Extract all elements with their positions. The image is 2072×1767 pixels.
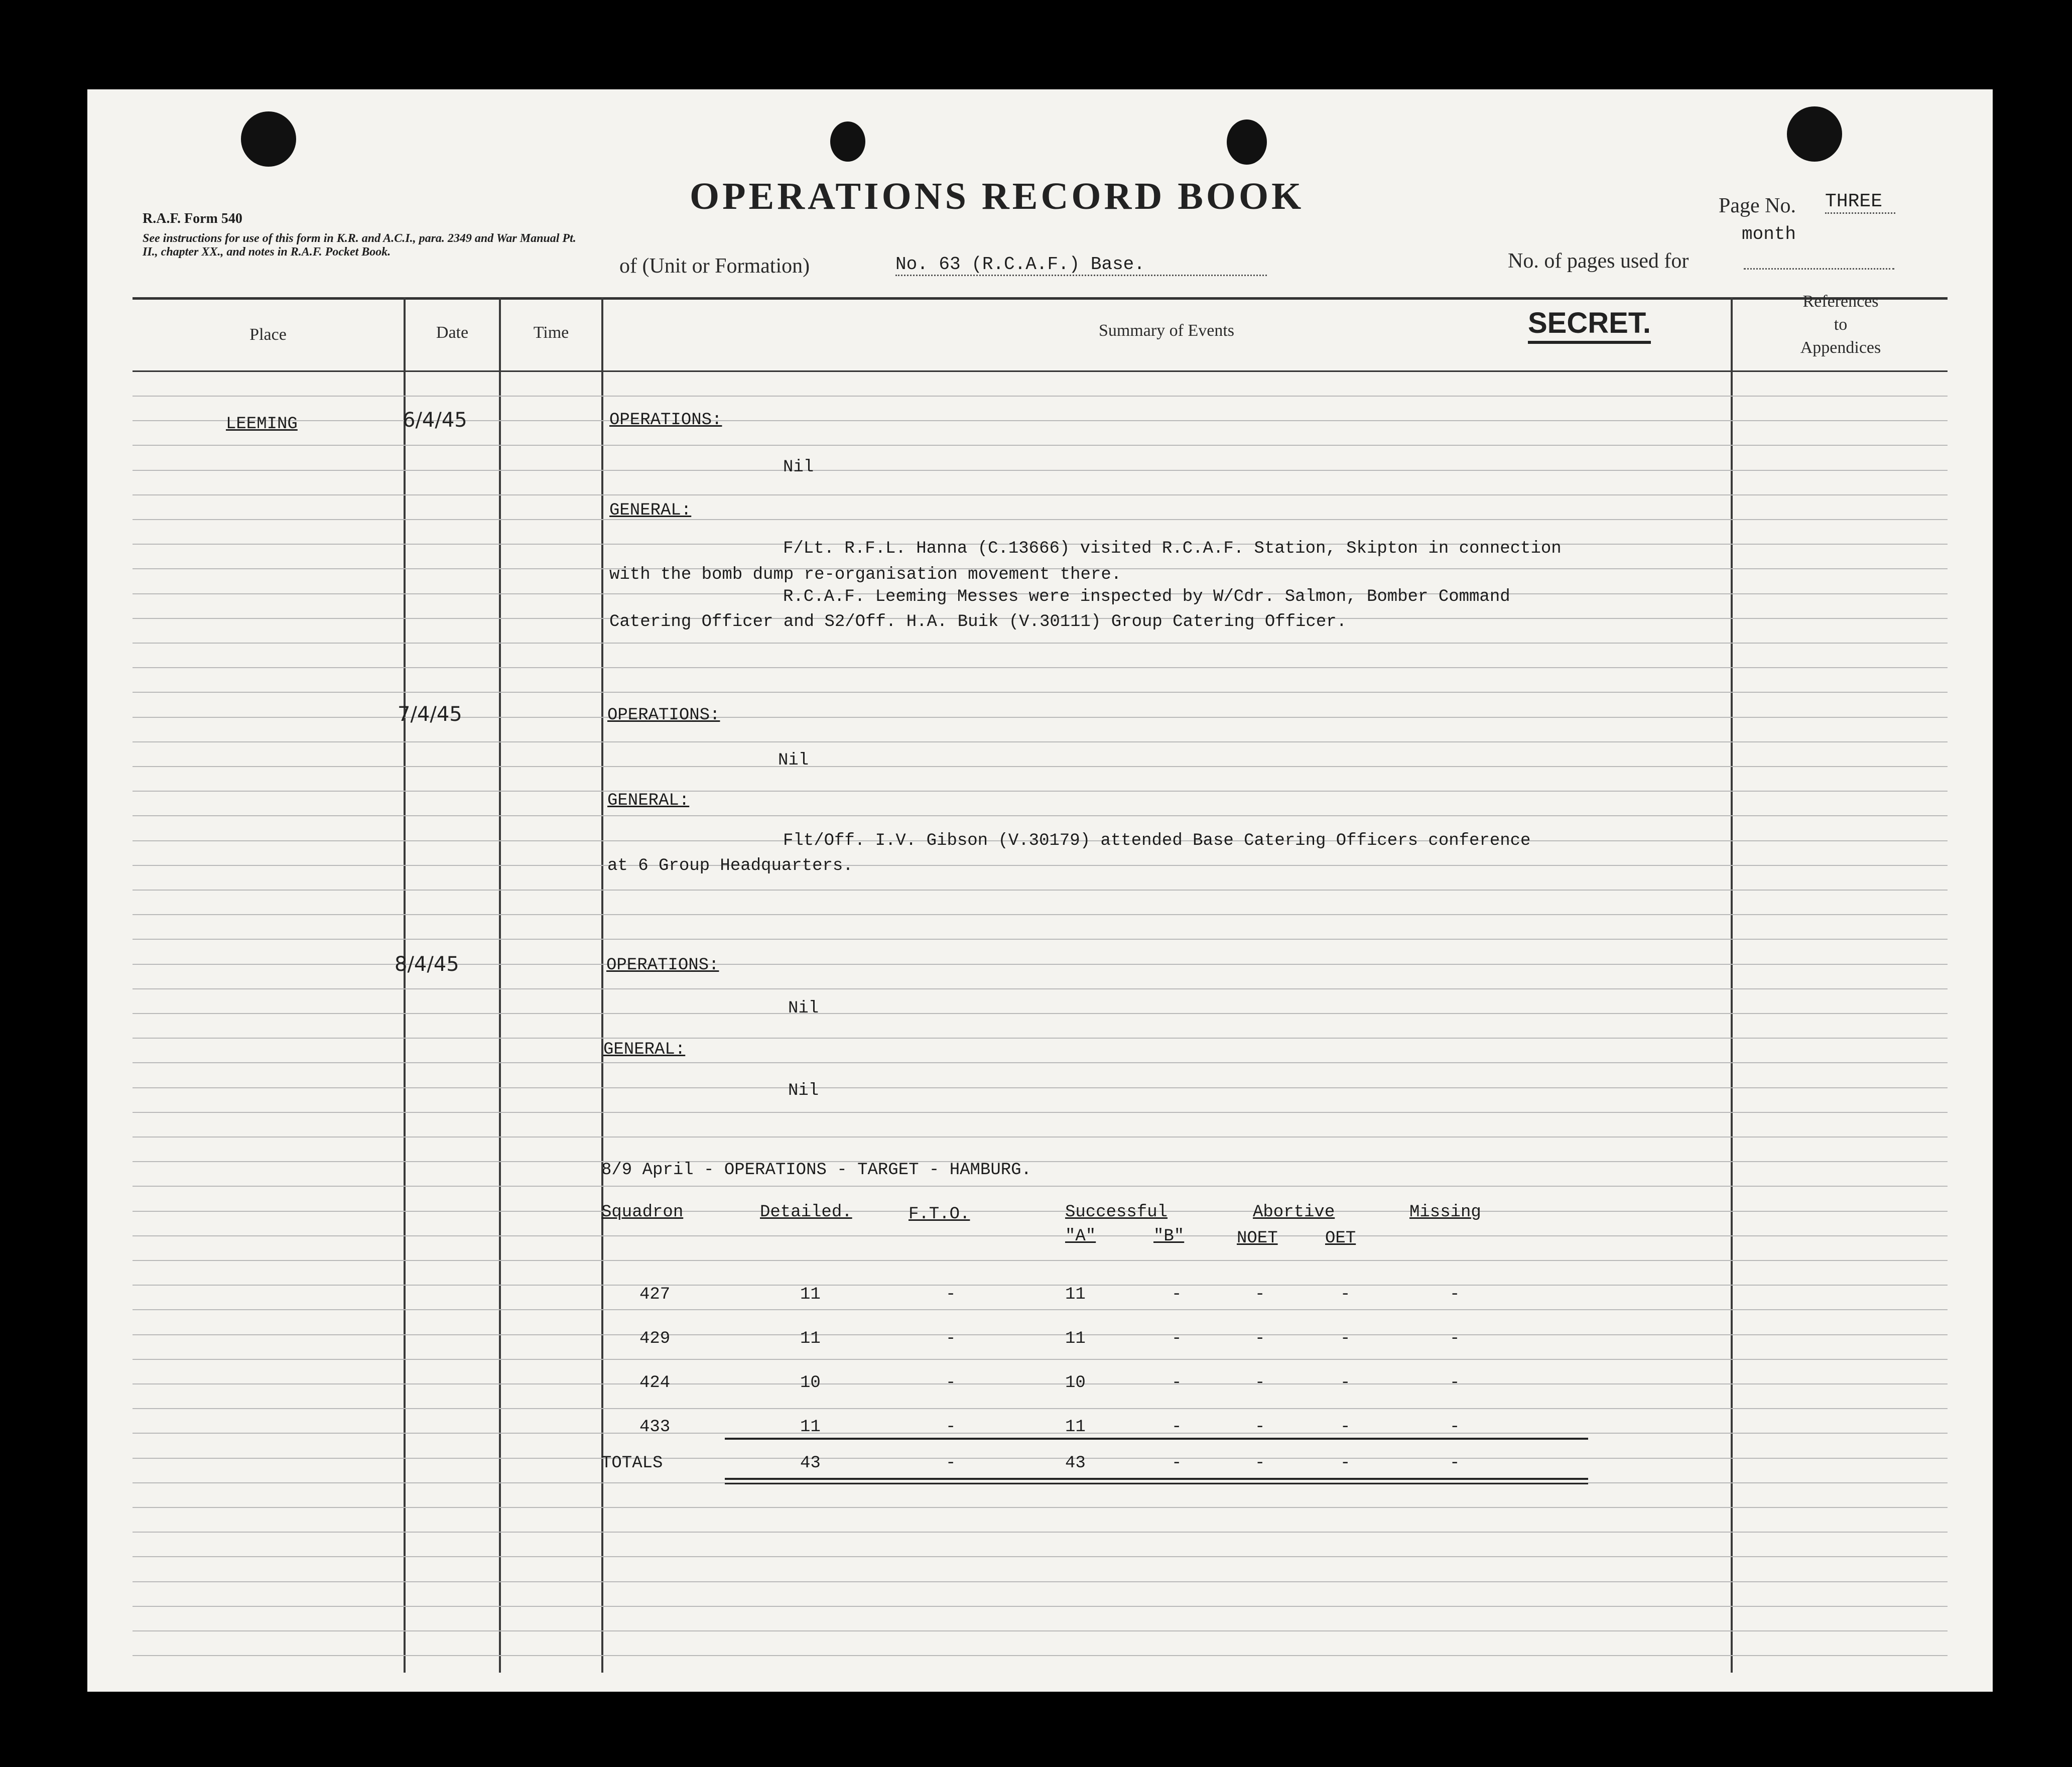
raid-cell-noet: - [1255, 1329, 1265, 1348]
d1-general-line-1: F/Lt. R.F.L. Hanna (C.13666) visited R.C.A.F. Station, Skipton in connection [783, 539, 1562, 558]
record-sheet [87, 89, 1993, 1692]
raid-total-a: 43 [1065, 1454, 1086, 1473]
raid-cell-det: 11 [800, 1329, 821, 1348]
page-title: OPERATIONS RECORD BOOK [690, 175, 1305, 217]
raid-total-missing: - [1450, 1454, 1460, 1473]
col-header-time: Time [533, 323, 569, 342]
ruled-line [133, 1433, 1948, 1434]
raid-cell-fto: - [946, 1418, 956, 1437]
ruled-line [133, 1606, 1948, 1607]
ruled-line [133, 1655, 1948, 1656]
ruled-line [133, 1112, 1948, 1113]
raid-header-b: "B" [1153, 1227, 1185, 1246]
ruled-line [133, 890, 1948, 891]
ruled-line [133, 1309, 1948, 1310]
raid-cell-b: - [1172, 1373, 1182, 1393]
ruled-line [133, 939, 1948, 940]
raid-header-oet: OET [1325, 1229, 1356, 1248]
ruled-line [133, 1235, 1948, 1236]
raid-header-abortive: Abortive [1253, 1203, 1335, 1222]
ruled-line [133, 445, 1948, 446]
ruled-line [133, 766, 1948, 767]
ruled-line [133, 470, 1948, 471]
date-6-4-45: 6/4/45 [403, 409, 467, 432]
ruled-line [133, 914, 1948, 915]
ruled-line [133, 1260, 1948, 1261]
d3-general-heading: GENERAL: [603, 1040, 686, 1059]
raid-cell-missing: - [1450, 1418, 1460, 1437]
col-header-summary: Summary of Events [1098, 321, 1235, 340]
ruled-line [133, 643, 1948, 644]
raid-cell-a: 10 [1065, 1373, 1086, 1393]
d1-general-line-3: R.C.A.F. Leeming Messes were inspected by W/Cdr. Salmon, Bomber Command [783, 587, 1510, 606]
d2-operations-nil: Nil [778, 751, 809, 770]
col-header-refs-2: to [1834, 315, 1848, 334]
raid-cell-missing: - [1450, 1373, 1460, 1393]
d1-operations-nil: Nil [783, 458, 814, 477]
ruled-line [133, 791, 1948, 792]
pages-used-dotline [1744, 268, 1894, 270]
d2-general-line-2: at 6 Group Headquarters. [607, 856, 853, 875]
col-header-date: Date [436, 323, 469, 342]
raid-header-fto: F.T.O. [909, 1205, 970, 1224]
raid-total-oet: - [1340, 1454, 1351, 1473]
d1-general-line-4: Catering Officer and S2/Off. H.A. Buik (V.30111) Group Catering Officer. [609, 612, 1347, 632]
d2-general-heading: GENERAL: [607, 791, 690, 810]
ruled-line [133, 1581, 1948, 1582]
ruled-line [133, 667, 1948, 668]
col-header-place: Place [249, 325, 287, 344]
form-instructions: See instructions for use of this form in K.R. and A.C.I., para. 2349 and War Manual Pt. II., chapter XX., and notes in R.A.F. Pocket Book. [143, 232, 576, 259]
ruled-line [133, 494, 1948, 495]
d3-operations-heading: OPERATIONS: [606, 956, 719, 975]
raid-cell-sq: 429 [639, 1329, 671, 1348]
ruled-line [133, 815, 1948, 816]
pages-used-value: month [1742, 224, 1796, 244]
raid-cell-missing: - [1450, 1285, 1460, 1304]
raid-cell-noet: - [1255, 1285, 1265, 1304]
punch-hole-left [241, 111, 296, 167]
d1-operations-heading: OPERATIONS: [609, 411, 722, 430]
raid-cell-missing: - [1450, 1329, 1460, 1348]
raid-cell-sq: 424 [639, 1373, 671, 1393]
raid-cell-a: 11 [1065, 1285, 1086, 1304]
punch-hole-mid-right [1227, 119, 1267, 165]
totals-rule-bottom [725, 1478, 1588, 1480]
page-value: THREE [1825, 191, 1895, 214]
ruled-line [133, 1285, 1948, 1286]
raid-cell-det: 11 [800, 1418, 821, 1437]
d2-general-line-1: Flt/Off. I.V. Gibson (V.30179) attended Base Catering Officers conference [783, 831, 1531, 850]
ruled-line [133, 396, 1948, 397]
page-label: Page No. [1719, 194, 1796, 217]
raid-header-a: "A" [1065, 1227, 1096, 1246]
raid-cell-noet: - [1255, 1373, 1265, 1393]
raid-cell-fto: - [946, 1373, 956, 1393]
ruled-line [133, 1186, 1948, 1187]
ruled-line [133, 692, 1948, 693]
raid-cell-det: 11 [800, 1285, 821, 1304]
ruled-line [133, 1161, 1948, 1162]
ruled-line [133, 1630, 1948, 1631]
raid-cell-fto: - [946, 1285, 956, 1304]
raid-cell-b: - [1172, 1418, 1182, 1437]
raid-header-missing: Missing [1409, 1203, 1481, 1222]
ruled-line [133, 1013, 1948, 1014]
unit-label: of (Unit or Formation) [619, 255, 810, 278]
col-header-refs-1: References [1802, 292, 1879, 311]
d1-general-heading: GENERAL: [609, 501, 692, 520]
date-8-4-45: 8/4/45 [395, 953, 459, 976]
raid-cell-a: 11 [1065, 1329, 1086, 1348]
raid-header-successful: Successful [1065, 1203, 1168, 1222]
ruled-line [133, 1038, 1948, 1039]
ruled-line [133, 1137, 1948, 1138]
ruled-line [133, 988, 1948, 989]
ruled-line [133, 1458, 1948, 1459]
date-7-4-45: 7/4/45 [398, 703, 462, 726]
raid-header-squadron: Squadron [601, 1203, 684, 1222]
ruled-line [133, 1408, 1948, 1409]
raid-total-noet: - [1255, 1454, 1265, 1473]
raid-cell-oet: - [1340, 1285, 1351, 1304]
ruled-line [133, 1087, 1948, 1088]
raid-cell-b: - [1172, 1285, 1182, 1304]
raid-total-label: TOTALS [601, 1454, 663, 1473]
ruled-line [133, 1334, 1948, 1335]
secret-stamp: SECRET. [1528, 306, 1651, 344]
raid-title: 8/9 April - OPERATIONS - TARGET - HAMBURG. [601, 1161, 1031, 1180]
ruled-line [133, 1556, 1948, 1557]
raid-header-detailed: Detailed. [760, 1203, 852, 1222]
raid-header-noet: NOET [1237, 1229, 1278, 1248]
raid-cell-oet: - [1340, 1373, 1351, 1393]
raid-cell-det: 10 [800, 1373, 821, 1393]
ruled-line [133, 1383, 1948, 1384]
col-rule-4 [1731, 297, 1733, 1673]
d1-general-line-2: with the bomb dump re-organisation movement there. [609, 565, 1122, 584]
raid-total-b: - [1172, 1454, 1182, 1473]
form-number: R.A.F. Form 540 [143, 211, 242, 226]
pages-used-label: No. of pages used for [1508, 249, 1689, 273]
ruled-line [133, 1532, 1948, 1533]
ruled-line [133, 1359, 1948, 1360]
raid-total-det: 43 [800, 1454, 821, 1473]
d2-operations-heading: OPERATIONS: [607, 706, 720, 725]
ruled-line [133, 1062, 1948, 1063]
raid-cell-sq: 433 [639, 1418, 671, 1437]
unit-value: No. 63 (R.C.A.F.) Base. [895, 254, 1267, 276]
raid-cell-sq: 427 [639, 1285, 671, 1304]
punch-hole-mid-left [830, 121, 865, 162]
raid-cell-oet: - [1340, 1329, 1351, 1348]
raid-cell-fto: - [946, 1329, 956, 1348]
place-value: LEEMING [226, 415, 298, 434]
totals-rule-top [725, 1438, 1588, 1440]
ruled-line [133, 741, 1948, 742]
d3-operations-nil: Nil [788, 999, 819, 1018]
raid-cell-b: - [1172, 1329, 1182, 1348]
raid-cell-oet: - [1340, 1418, 1351, 1437]
ruled-line [133, 519, 1948, 520]
punch-hole-right [1787, 106, 1842, 162]
col-header-refs-3: Appendices [1800, 338, 1881, 357]
ruled-line [133, 865, 1948, 866]
raid-total-fto: - [946, 1454, 956, 1473]
ruled-line [133, 1507, 1948, 1508]
col-rule-1 [404, 297, 406, 1673]
totals-rule-bottom-2 [725, 1483, 1588, 1484]
raid-cell-a: 11 [1065, 1418, 1086, 1437]
ruled-line [133, 1211, 1948, 1212]
d3-general-nil: Nil [788, 1081, 819, 1100]
col-rule-2 [499, 297, 501, 1673]
raid-cell-noet: - [1255, 1418, 1265, 1437]
